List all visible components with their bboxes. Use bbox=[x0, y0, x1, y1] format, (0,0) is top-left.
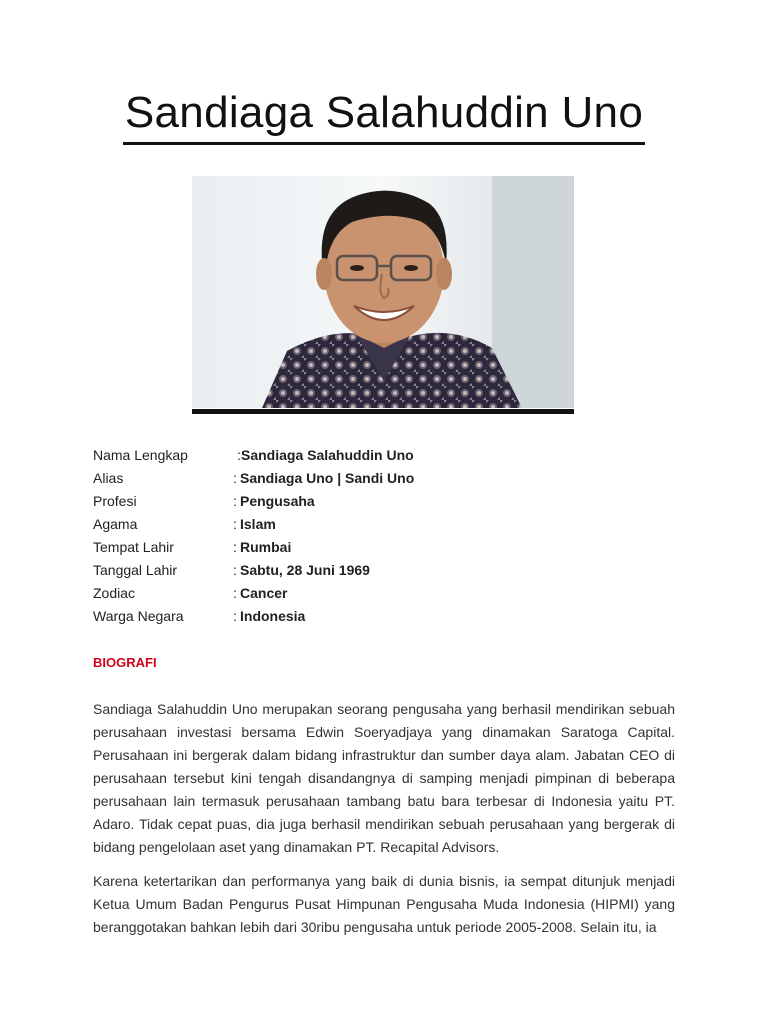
page-title bbox=[0, 86, 768, 145]
profile-separator: : bbox=[233, 493, 237, 509]
profile-separator: : bbox=[233, 539, 237, 555]
profile-key: Alias bbox=[93, 470, 124, 486]
profile-key: Tanggal Lahir bbox=[93, 562, 178, 578]
portrait-image bbox=[192, 176, 574, 408]
profile-separator: : bbox=[233, 608, 237, 624]
page-title-text: Sandiaga Salahuddin Uno bbox=[123, 86, 645, 145]
profile-key: Warga Negara bbox=[93, 608, 184, 624]
profile-separator: : bbox=[233, 470, 237, 486]
biografi-paragraph: Karena ketertarikan dan performanya yang baik di dunia bisnis, ia sempat ditunjuk menjadi Ketua Umum Badan Pengurus Pusat Himpunan Pengusaha Muda Indonesia (HIPMI) yang beranggotakan bahkan lebih dari 30ribu pengusaha untuk periode 2005-2008. Selain itu, ia bbox=[93, 873, 675, 935]
profile-key: Agama bbox=[93, 516, 138, 532]
profile-key: Zodiac bbox=[93, 585, 136, 601]
profile-value: Sandiaga Uno | Sandi Uno bbox=[240, 470, 415, 486]
profile-separator: : bbox=[237, 447, 241, 463]
profile-key: Tempat Lahir bbox=[93, 539, 174, 555]
profile-value: Pengusaha bbox=[240, 493, 315, 509]
profile-value: Cancer bbox=[240, 585, 288, 601]
profile-value: Rumbai bbox=[240, 539, 292, 555]
biografi-heading: BIOGRAFI bbox=[93, 655, 157, 670]
profile-key: Nama Lengkap bbox=[93, 447, 188, 463]
biografi-paragraph: Sandiaga Salahuddin Uno merupakan seorang pengusaha yang berhasil mendirikan sebuah perusahaan investasi bersama Edwin Soeryadjaya yang dinamakan Saratoga Capital. Perusahaan ini bergerak dalam bidang infrastruktur dan sumber daya alam. Jabatan CEO di perusahaan tersebut kini tengah disandangnya di samping menjadi pimpinan di beberapa perusahaan lain termasuk perusahaan tambang batu bara terbesar di Indonesia yaitu PT. Adaro. Tidak cepat puas, dia juga berhasil mendirikan sebuah perusahaan yang bergerak di bidang pengelolaan aset yang dinamakan PT. Recapital Advisors. bbox=[93, 701, 675, 855]
profile-separator: : bbox=[233, 516, 237, 532]
photo-underline bbox=[192, 409, 574, 414]
profile-value: Sandiaga Salahuddin Uno bbox=[241, 447, 414, 463]
profile-separator: : bbox=[233, 585, 237, 601]
profile-separator: : bbox=[233, 562, 237, 578]
portrait-photo bbox=[192, 176, 574, 416]
profile-key: Profesi bbox=[93, 493, 137, 509]
profile-value: Indonesia bbox=[240, 608, 306, 624]
profile-value: Sabtu, 28 Juni 1969 bbox=[240, 562, 370, 578]
profile-value: Islam bbox=[240, 516, 276, 532]
